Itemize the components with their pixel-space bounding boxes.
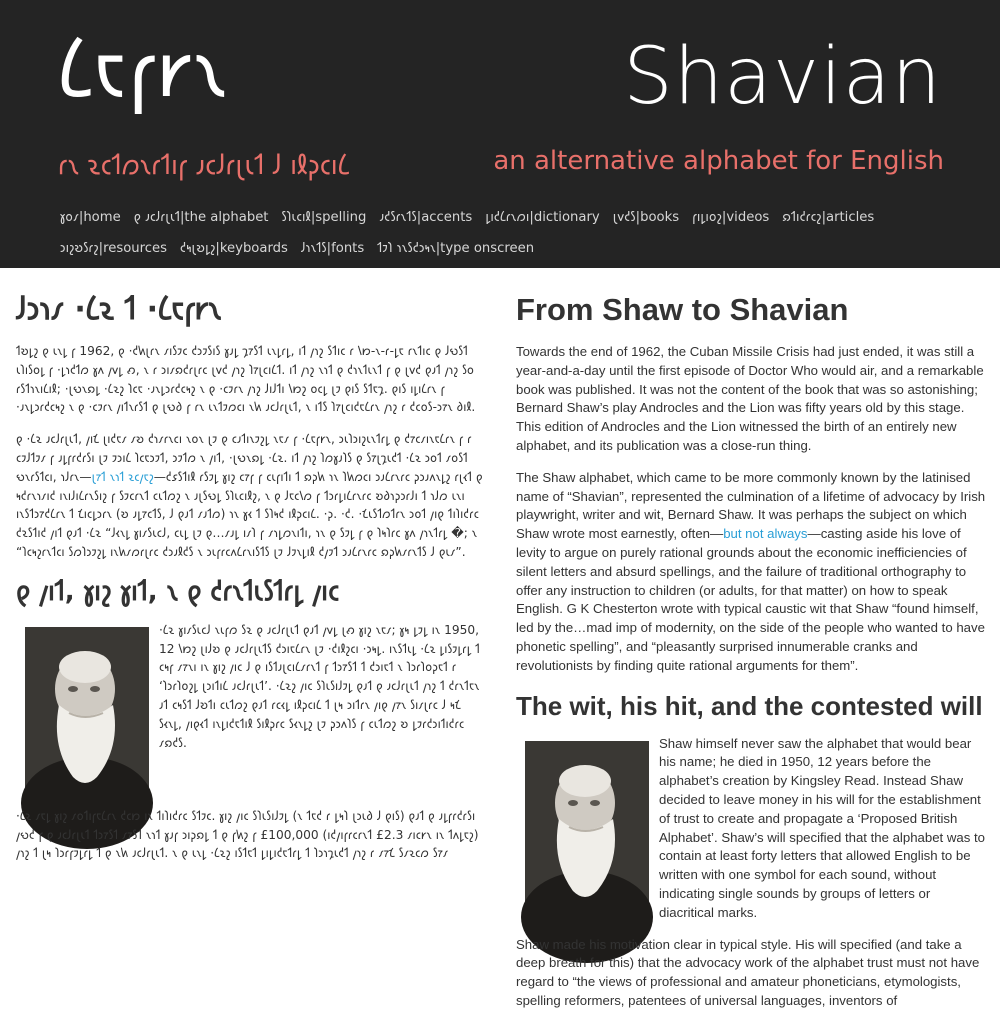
nav-dictionary[interactable]: 𐑛𐑦𐑒𐑖𐑩𐑯𐑼𐑦|dictionary (485, 209, 600, 225)
paragraph-latin-2-text: The Shaw alphabet, which came to be more commonly known by the latinised name of “Shavian”, represented the culmination of a lifetime of advocacy by Irish playwright, writer and wit, Bernard Shaw. It was perhaps the subject on which Shaw wrote most earnestly, often— (516, 469, 986, 542)
paragraph-shavian-1: 𐑑𐑹𐑛𐑟 𐑞 𐑧𐑯𐑛 𐑝 1962, 𐑞 ·𐑒𐑿𐑚𐑩𐑯 𐑥𐑦𐑕𐑲𐑤 𐑒𐑮𐑲𐑕𐑦𐑕 𐑣𐑨𐑛 𐑡𐑳𐑕𐑑 𐑧𐑯𐑛𐑩𐑛, 𐑦𐑑 𐑢𐑪𐑟 𐑕𐑑𐑦𐑤 𐑩 𐑘𐑽-𐑯-𐑩-𐑛𐑱 𐑩𐑯𐑑𐑦𐑤 𐑞 𐑓𐑻𐑕𐑑 𐑧𐑐𐑦𐑕𐑴𐑛 𐑝 ·𐑛𐑪𐑒𐑑𐑼 𐑣𐑵 𐑢𐑫𐑛 𐑺, 𐑯 𐑩 𐑮𐑦𐑥𐑸𐑒𐑩𐑚𐑩𐑤 𐑚𐑫𐑒 𐑢𐑪𐑟 𐑐𐑳𐑚𐑤𐑦𐑖𐑑. 𐑦𐑑 𐑢𐑪𐑟 𐑯𐑪𐑑 𐑞 𐑒𐑪𐑯𐑑𐑧𐑯𐑑 𐑝 𐑞 𐑚𐑫𐑒 𐑞𐑨𐑑 𐑢𐑪𐑟 𐑕𐑴 𐑩𐑕𐑑𐑪𐑯𐑦𐑖𐑦𐑙; ·𐑚𐑻𐑯𐑸𐑛 ·𐑖𐑷𐑟 𐑐𐑤𐑱 ·𐑨𐑯𐑛𐑮𐑩𐑒𐑤𐑰𐑟 𐑯 𐑞 ·𐑤𐑲𐑩𐑯 𐑢𐑪𐑟 𐑓𐑦𐑓𐑑𐑦 𐑘𐑽𐑟 𐑴𐑤𐑛 𐑚𐑲 𐑞𐑦𐑕 𐑕𐑑𐑱𐑡. 𐑞𐑦𐑕 𐑦𐑛𐑦𐑖𐑩𐑯 𐑝 ·𐑨𐑯𐑛𐑮𐑩𐑒𐑤𐑰𐑟 𐑯 𐑞 ·𐑤𐑲𐑩𐑯 𐑢𐑦𐑑𐑯𐑩𐑕𐑑 𐑞 𐑚𐑻𐑔 𐑝 𐑩𐑯 𐑧𐑯𐑑𐑲𐑼𐑤𐑦 𐑯𐑿 𐑨𐑤𐑓𐑩𐑚𐑧𐑑, 𐑯 𐑦𐑑𐑕 𐑐𐑳𐑚𐑤𐑦𐑒𐑱𐑖𐑩𐑯 𐑢𐑪𐑟 𐑩 𐑒𐑤𐑴𐑕-𐑮𐑳𐑯 𐑔𐑦𐑙. (16, 344, 476, 415)
paragraph-shavian-2-rest: —𐑒𐑭𐑕𐑑𐑦𐑙 𐑩𐑕𐑲𐑛 𐑣𐑦𐑟 𐑤𐑳𐑝 𐑝 𐑤𐑧𐑝𐑦𐑑𐑦 𐑑 𐑸𐑜𐑿 𐑪𐑯 𐑐𐑿𐑼𐑤𐑦 𐑮𐑨𐑖𐑩𐑯𐑩𐑤 𐑜𐑮𐑨𐑵𐑯𐑛𐑟 𐑩𐑚𐑬𐑑 𐑞 𐑰𐑒𐑩𐑯𐑪𐑥𐑦𐑒 𐑦𐑯𐑦𐑓𐑦𐑖𐑩𐑯𐑕𐑦𐑟 𐑝 𐑕𐑲𐑤𐑩𐑯𐑑 𐑤𐑧𐑑𐑼𐑟 𐑯 𐑨𐑚𐑕𐑻𐑛 𐑕𐑐𐑧𐑤𐑦𐑙𐑟, 𐑯 𐑞 𐑓𐑱𐑤𐑘𐑼 𐑝 𐑑𐑮𐑩𐑛𐑦𐑖𐑩𐑯𐑩𐑤 𐑹𐑔𐑪𐑜𐑮𐑩𐑓𐑦 𐑑 𐑪𐑓𐑼 𐑧𐑯𐑦 𐑦𐑯𐑕𐑑𐑮𐑳𐑒𐑖𐑩𐑯 𐑑 𐑗𐑦𐑤𐑛𐑮𐑩𐑯 (𐑹 𐑨𐑛𐑳𐑤𐑑𐑕, 𐑓 𐑞𐑨𐑑 𐑥𐑨𐑑𐑼) 𐑪𐑯 𐑣𐑬 𐑑 𐑕𐑐𐑰𐑒 𐑦𐑙𐑜𐑤𐑦𐑖. ·𐑜. ·𐑒. ·𐑗𐑧𐑕𐑑𐑼𐑑𐑩𐑯 𐑮𐑴𐑑 𐑢𐑦𐑞 𐑑𐑦𐑐𐑦𐑒𐑩𐑤 𐑒𐑷𐑕𐑑𐑦𐑒 𐑢𐑦𐑑 𐑞𐑨𐑑 ·𐑖𐑷 “𐑓𐑬𐑯𐑛 𐑣𐑦𐑥𐑕𐑧𐑤𐑓, 𐑤𐑧𐑛 𐑚𐑲 𐑞…𐑥𐑨𐑛 𐑦𐑥𐑐 𐑝 𐑥𐑪𐑛𐑼𐑯𐑦𐑑𐑦, 𐑪𐑯 𐑞 𐑕𐑲𐑛 𐑝 𐑞 𐑐𐑰𐑐𐑩𐑤 𐑣𐑵 𐑢𐑪𐑯𐑑𐑩𐑛 �; 𐑯 “𐑐𐑤𐑰𐑟𐑩𐑯𐑑𐑤𐑦 𐑕𐑼𐑐𐑮𐑲𐑟𐑛 𐑦𐑯𐑿𐑥𐑼𐑩𐑚𐑩𐑤 𐑒𐑮𐑨𐑙𐑒𐑕 𐑯 𐑮𐑧𐑝𐑩𐑤𐑵𐑖𐑩𐑯𐑦𐑕𐑑𐑕 𐑚𐑲 𐑓𐑲𐑯𐑛𐑦𐑙 𐑒𐑢𐑲𐑑 𐑮𐑨𐑖𐑩𐑯𐑩𐑤 𐑸𐑜𐑿𐑥𐑩𐑯𐑑𐑕 𐑓 𐑞𐑧𐑥”. (16, 469, 483, 559)
logo-shavian[interactable]: 𐑖𐑱𐑝𐑾𐑯 (58, 25, 230, 114)
nav-row-2 (60, 231, 960, 262)
paragraph-latin-2-rest: —casting aside his love of levity to argue on purely rational grounds about the economic inefficiencies of silent letters and absurd spellings, and the failure of traditional orthography to offer any instruction to children (or adults, for that matter) on how to speak English. G K Chesterton wrote with typical caustic wit that Shaw “found himself, led by the…mad imp of modernity, on the side of the people who wanted to have phonetic spelling”, and “pleasantly surprised innumerable cranks and revolutionists by finding quite rational arguments for them”. (516, 526, 985, 673)
nav-home[interactable]: 𐑣𐑴𐑥|home (60, 209, 121, 225)
tagline-latin: an alternative alphabet for English (493, 146, 944, 176)
logo-latin[interactable]: Shavian (623, 32, 942, 122)
nav-row-1 (60, 200, 960, 231)
shaw-portrait-image-latin (525, 741, 649, 915)
main-nav (60, 200, 960, 262)
nav-spelling[interactable]: 𐑕𐑐𐑧𐑤𐑦𐑙|spelling (281, 209, 367, 225)
shaw-portrait-shavian (25, 627, 149, 801)
nav-books[interactable]: 𐑚𐑫𐑒𐑕|books (612, 209, 680, 225)
latin-column (516, 290, 986, 1024)
paragraph-shavian-2-text: 𐑞 ·𐑖𐑷 𐑨𐑤𐑓𐑩𐑚𐑧𐑑, 𐑢𐑦𐑗 𐑚𐑦𐑒𐑱𐑥 𐑥𐑹 𐑒𐑪𐑥𐑩𐑯𐑤𐑦 𐑯𐑴𐑯 𐑚𐑲 𐑞 𐑤𐑨𐑑𐑦𐑯𐑲𐑟𐑛 𐑯𐑱𐑥 𐑝 ·𐑖𐑱𐑝𐑾𐑯, 𐑮𐑧𐑐𐑮𐑦𐑟𐑧𐑯𐑑𐑩𐑛 𐑞 𐑒𐑳𐑤𐑥𐑦𐑯𐑱𐑖𐑩𐑯 𐑝 𐑩 𐑤𐑲𐑓𐑑𐑲𐑥 𐑝 𐑨𐑛𐑝𐑩𐑒𐑩𐑕𐑦 𐑚𐑲 𐑲𐑮𐑦𐑖 𐑐𐑤𐑱𐑮𐑲𐑑, 𐑮𐑲𐑑𐑼 𐑯 𐑢𐑦𐑑, ·𐑚𐑻𐑯𐑸𐑛 ·𐑖𐑷. 𐑦𐑑 𐑢𐑪𐑟 𐑐𐑼𐑣𐑨𐑐𐑕 𐑞 𐑕𐑳𐑚𐑡𐑧𐑒𐑑 ·𐑖𐑷 𐑮𐑴𐑑 𐑥𐑴𐑕𐑑 𐑻𐑯𐑩𐑕𐑑𐑤𐑦, 𐑪𐑓𐑩𐑯— (16, 432, 472, 484)
shaw-portrait-image (25, 627, 149, 801)
nav-accents[interactable]: 𐑨𐑒𐑕𐑩𐑯𐑑𐑕|accents (379, 209, 473, 225)
shaw-portrait-latin (525, 741, 649, 915)
but-not-always-link-shavian[interactable]: 𐑚𐑳𐑑 𐑯𐑪𐑑 𐑷𐑤𐑢𐑱𐑟 (91, 469, 154, 484)
but-not-always-link[interactable]: but not always (723, 526, 808, 542)
paragraph-shavian-4: ·𐑖𐑷 𐑥𐑱𐑛 𐑣𐑦𐑟 𐑥𐑴𐑑𐑦𐑝𐑱𐑖𐑩𐑯 𐑒𐑤𐑽 𐑦𐑯 𐑑𐑦𐑐𐑦𐑒𐑩𐑤 𐑕𐑑𐑲𐑤. 𐑣𐑦𐑟 𐑢𐑦𐑤 𐑕𐑐𐑧𐑕𐑦𐑓𐑲𐑛 (𐑯 𐑑𐑱𐑒 𐑩 𐑛𐑰𐑐 𐑚𐑮𐑧𐑔 𐑓 𐑞𐑦𐑕) 𐑞𐑨𐑑 𐑞 𐑨𐑛𐑝𐑩𐑒𐑩𐑕𐑦 𐑢𐑻𐑒 𐑝 𐑞 𐑨𐑤𐑓𐑩𐑚𐑧𐑑 𐑑𐑮𐑳𐑕𐑑 𐑥𐑳𐑕𐑑 𐑯𐑪𐑑 𐑣𐑨𐑝 𐑮𐑦𐑜𐑸𐑛 𐑑 𐑞 𐑝𐑿𐑟 𐑝 £100,000 (𐑦𐑒𐑢𐑦𐑝𐑩𐑤𐑩𐑯𐑑 £2.3 𐑥𐑦𐑤𐑾𐑯 𐑦𐑯 𐑑𐑵𐑛𐑱𐑟) 𐑢𐑪𐑟 𐑑 𐑚𐑰 𐑐𐑮𐑩𐑝𐑲𐑛𐑩𐑛 𐑑 𐑞 𐑯𐑿 𐑨𐑤𐑓𐑩𐑚𐑧𐑑. 𐑯 𐑞 𐑧𐑯𐑛 ·𐑖𐑷𐑟 𐑦𐑕𐑑𐑱𐑑 𐑛𐑦𐑛𐑦𐑒𐑱𐑑𐑩𐑛 𐑑 𐑐𐑮𐑪𐑡𐑧𐑒𐑑 𐑢𐑪𐑟 𐑩 𐑥𐑳𐑗 𐑕𐑥𐑷𐑤𐑼 𐑕𐑳𐑥 (16, 808, 479, 861)
nav-videos[interactable]: 𐑝𐑦𐑛𐑦𐑴𐑟|videos (692, 209, 770, 225)
tagline-shavian: 𐑩𐑯 𐑷𐑤𐑑𐑼𐑯𐑩𐑑𐑦𐑝 𐑨𐑤𐑓𐑩𐑚𐑧𐑑 𐑓 𐑦𐑙𐑜𐑤𐑦𐑖 (58, 151, 350, 181)
shavian-column (16, 290, 484, 876)
paragraph-latin-1: Towards the end of 1962, the Cuban Missile Crisis had just ended, it was still a year-and-a-day until the first episode of Doctor Who would air, and a remarkable book was published. It was not the content of the book that was so astonishing; Bernard Shaw’s play Androcles and the Lion was fifty years old by this stage. This edition of Androcles and the Lion witnessed the birth of an entirely new alphabet, and its publication was a close-run thing. (516, 344, 984, 453)
paragraph-shavian-2 (16, 430, 484, 562)
page-title-shavian: 𐑓𐑮𐑪𐑥 ·𐑖𐑷 𐑑 ·𐑖𐑱𐑝𐑾𐑯 (16, 292, 222, 327)
paragraph-latin-4: Shaw made his motivation clear in typical style. His will specified (and take a deep breath for this) that the advocacy work of the alphabet trust must not have regard to “the views of professional and amateur phoneticians, etymologists, spelling reformers, patentees of universal languages, inventors of (516, 936, 980, 1008)
nav-fonts[interactable]: 𐑓𐑪𐑯𐑑𐑕|fonts (300, 240, 365, 256)
section-heading-latin: The wit, his hit, and the contested will (516, 690, 983, 721)
nav-type-onscreen[interactable]: 𐑑𐑲𐑐 𐑪𐑯𐑕𐑒𐑮𐑰𐑯|type onscreen (377, 240, 535, 256)
page-title-latin: From Shaw to Shavian (516, 292, 849, 327)
paragraph-latin-2 (516, 469, 986, 676)
nav-alphabet[interactable]: 𐑞 𐑨𐑤𐑓𐑩𐑚𐑧𐑑|the alphabet (133, 209, 269, 225)
nav-articles[interactable]: 𐑸𐑑𐑦𐑒𐑩𐑤𐑟|articles (782, 209, 875, 225)
nav-keyboards[interactable]: 𐑒𐑰𐑚𐑹𐑛𐑟|keyboards (180, 240, 288, 256)
paragraph-shavian-3: ·𐑖𐑷 𐑣𐑦𐑥𐑕𐑧𐑤𐑓 𐑯𐑧𐑝𐑼 𐑕𐑷 𐑞 𐑨𐑤𐑓𐑩𐑚𐑧𐑑 𐑞𐑨𐑑 𐑢𐑫𐑛 𐑚𐑺 𐑣𐑦𐑟 𐑯𐑱𐑥; 𐑣𐑰 𐑛𐑲𐑛 𐑦𐑯 1950, 12 𐑘𐑽𐑟 𐑚𐑦𐑓𐑹 𐑞 𐑨𐑤𐑓𐑩𐑚𐑧𐑑𐑕 𐑒𐑮𐑦𐑱𐑖𐑩𐑯 𐑚𐑲 ·𐑒𐑦𐑙𐑟𐑤𐑦 ·𐑮𐑰𐑛. 𐑦𐑯𐑕𐑑𐑧𐑛 ·𐑖𐑷 𐑛𐑦𐑕𐑲𐑛𐑩𐑛 𐑑 𐑤𐑰𐑝 𐑥𐑳𐑯𐑦 𐑦𐑯 𐑣𐑦𐑟 𐑢𐑦𐑤 𐑓 𐑞 𐑦𐑕𐑑𐑨𐑚𐑤𐑦𐑖𐑥𐑩𐑯𐑑 𐑝 𐑑𐑮𐑳𐑕𐑑 𐑑 𐑒𐑮𐑦𐑱𐑑 𐑯 𐑐𐑮𐑩𐑐𐑴𐑜𐑱𐑑 𐑩 ‘𐑐𐑮𐑩𐑐𐑴𐑟𐑛 𐑚𐑮𐑦𐑑𐑦𐑖 𐑨𐑤𐑓𐑩𐑚𐑧𐑑’. ·𐑖𐑷𐑟 𐑢𐑦𐑤 𐑕𐑐𐑧𐑕𐑦𐑓𐑲𐑛 𐑞𐑨𐑑 𐑞 𐑨𐑤𐑓𐑩𐑚𐑧𐑑 𐑢𐑪𐑟 𐑑 𐑒𐑩𐑯𐑑𐑱𐑯 𐑨𐑑 𐑤𐑰𐑕𐑑 𐑓𐑹𐑑𐑦 𐑤𐑧𐑑𐑼𐑟 𐑞𐑨𐑑 𐑩𐑤𐑬𐑛 𐑦𐑙𐑜𐑤𐑦𐑖 𐑑 𐑚𐑰 𐑮𐑦𐑑𐑩𐑯 𐑢𐑦𐑞 𐑢𐑳𐑯 𐑕𐑦𐑥𐑚𐑩𐑤 𐑓 𐑰𐑗 𐑕𐑬𐑯𐑛, 𐑢𐑦𐑞𐑬𐑑 𐑦𐑯𐑛𐑦𐑒𐑱𐑑𐑦𐑙 𐑕𐑦𐑙𐑜𐑩𐑤 𐑕𐑬𐑯𐑛𐑟 𐑚𐑲 𐑜𐑮𐑵𐑐𐑕 𐑝 𐑤𐑧𐑑𐑼𐑟 𐑹 𐑛𐑲𐑩𐑒𐑮𐑦𐑑𐑦𐑒𐑩𐑤 𐑥𐑸𐑒𐑕. (159, 622, 480, 750)
nav-resources[interactable]: 𐑮𐑦𐑟𐑹𐑕𐑩𐑟|resources (60, 240, 168, 256)
paragraph-latin-3: Shaw himself never saw the alphabet that would bear his name; he died in 1950, 12 years before the alphabet’s creation by Kingsley Read. Instead Shaw decided to leave money in his will for the establishment of trust to create and propagate a ‘Proposed British Alphabet’. Shaw’s will specified that the alphabet was to contain at least forty letters that allowed English to be written with one symbol for each sound, without indicating single sounds by groups of letters or diacritical marks. (659, 735, 985, 920)
site-header (0, 0, 1000, 268)
section-heading-shavian: 𐑞 𐑢𐑦𐑑, 𐑣𐑦𐑟 𐑣𐑦𐑑, 𐑯 𐑞 𐑒𐑩𐑯𐑑𐑧𐑕𐑑𐑩𐑛 𐑢𐑦𐑤 (16, 576, 340, 607)
